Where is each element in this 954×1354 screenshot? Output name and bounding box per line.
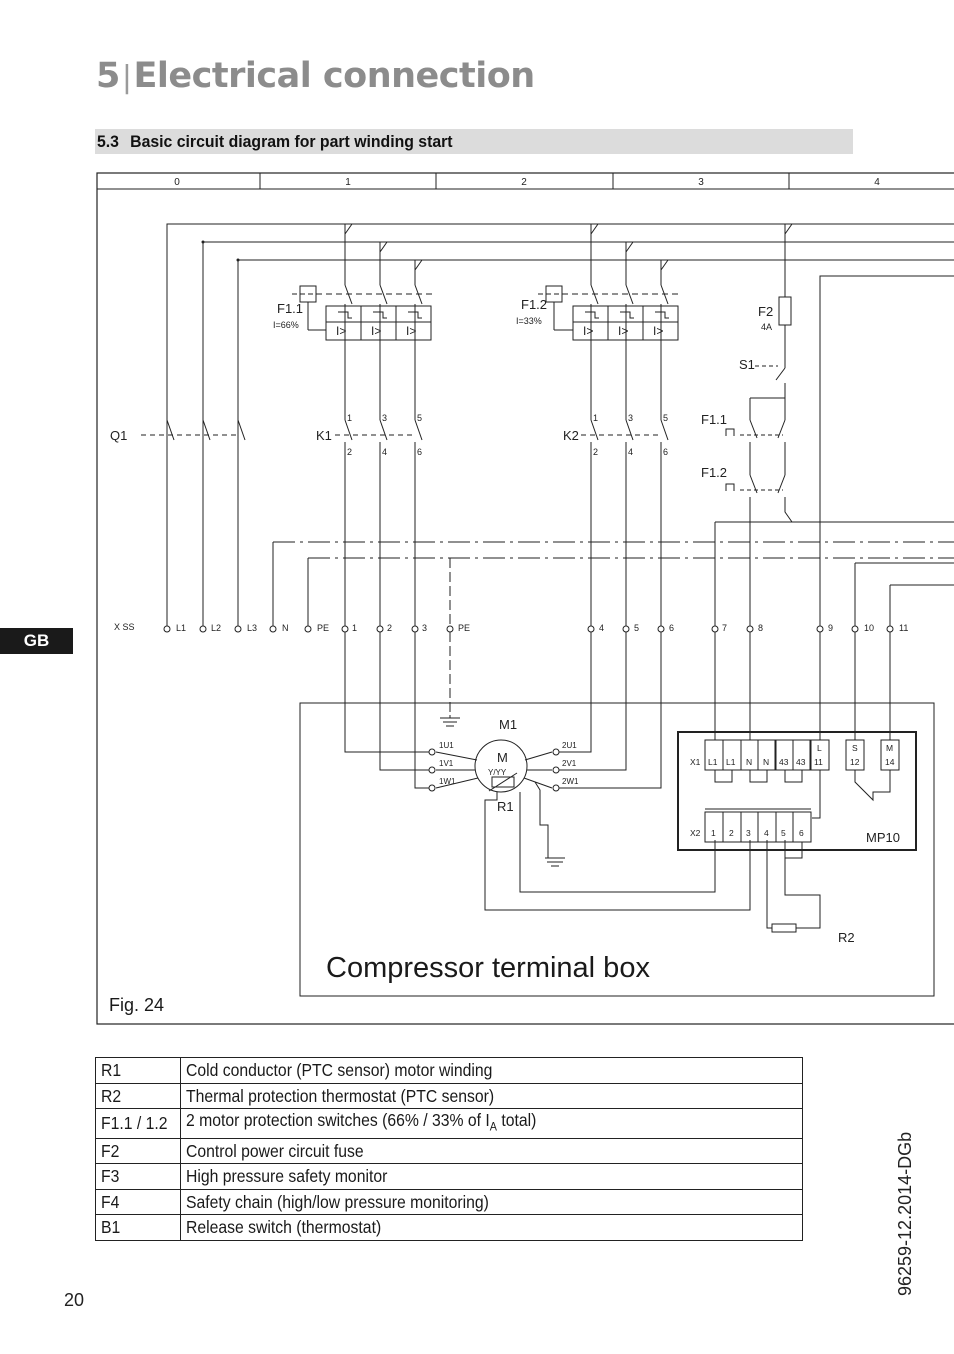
legend-desc: 2 motor protection switches (66% / 33% of $I_A$ total)	[181, 1109, 803, 1139]
mp10-x2-1: 1	[711, 828, 716, 838]
table-row	[96, 1109, 803, 1139]
k1-label: K1	[316, 428, 332, 443]
section-number: 5.3	[97, 132, 119, 151]
column-1: 1	[345, 177, 351, 188]
k1-contact-top-3: 3	[382, 413, 388, 423]
terminal-pe: PE	[317, 623, 330, 633]
mp10-x1-l1b: L1	[726, 757, 736, 767]
mp10-x1-43b: 43	[796, 757, 806, 767]
terminal-3: 3	[422, 623, 428, 633]
mp10-x2-label: X2	[690, 828, 701, 838]
chapter-separator: |	[121, 60, 132, 95]
f12-setting: I=33%	[516, 316, 542, 326]
chapter-title: Electrical connection	[133, 56, 535, 96]
legend-table	[95, 1057, 803, 1241]
k2-contact-top-5: 5	[663, 413, 669, 423]
mp10-x2-3: 3	[746, 828, 751, 838]
section-title: Basic circuit diagram for part winding start	[130, 132, 453, 151]
r2-label: R2	[838, 930, 855, 945]
terminal-l3: L3	[247, 623, 258, 633]
terminal-strip-label: X SS	[114, 622, 135, 632]
terminal-2: 2	[387, 623, 393, 633]
terminal-1: 1	[352, 623, 358, 633]
k2-contact-top-1: 1	[593, 413, 599, 423]
chapter-number: 5	[96, 56, 120, 96]
k2-label: K2	[563, 428, 579, 443]
f12-trip-2: I>	[618, 324, 629, 338]
mp10-x2-2: 2	[729, 828, 734, 838]
f11-label: F1.1	[277, 301, 304, 316]
column-3: 3	[698, 177, 704, 188]
k2-contact-bottom-4: 4	[628, 447, 634, 457]
k2-contact-top-3: 3	[628, 413, 634, 423]
f12-trip-1: I>	[583, 324, 594, 338]
terminal-11: 11	[899, 623, 909, 633]
terminal-l2: L2	[211, 623, 222, 633]
terminal-4: 4	[599, 623, 605, 633]
legend-code: F1.1 / 1.2	[96, 1109, 181, 1139]
k1-contact-bottom-4: 4	[382, 447, 388, 457]
legend-code: F4	[96, 1189, 181, 1215]
mp10-x2-4: 4	[764, 828, 769, 838]
legend-code: B1	[96, 1215, 181, 1241]
figure-label: Fig. 24	[109, 995, 165, 1015]
table-row	[96, 1215, 803, 1241]
terminal-pe-2: PE	[458, 623, 471, 633]
mp10-x1-na: N	[746, 757, 753, 767]
motor-connection: Y/YY	[488, 768, 507, 777]
f2-rating: 4A	[761, 322, 773, 332]
f12-label: F1.2	[521, 297, 548, 312]
table-row	[96, 1138, 803, 1164]
column-0: 0	[174, 177, 180, 188]
table-row	[96, 1164, 803, 1190]
r1-label: R1	[497, 799, 514, 814]
table-row	[96, 1083, 803, 1109]
language-tab: GB	[0, 628, 73, 654]
motor-2u1: 2U1	[562, 741, 577, 750]
f11-trip-2: I>	[371, 324, 382, 338]
k1-contact-top-1: 1	[347, 413, 353, 423]
s1-label: S1	[739, 357, 755, 372]
motor-name: M1	[499, 717, 518, 732]
legend-code: F3	[96, 1164, 181, 1190]
mp10-x2-5: 5	[781, 828, 786, 838]
mp10-x1-top-s: S	[852, 743, 858, 753]
aux-f12-label: F1.2	[701, 465, 728, 480]
terminal-7: 7	[722, 623, 728, 633]
mp10-x1-top-m: M	[886, 743, 894, 753]
mp10-x1-12: 12	[850, 757, 860, 767]
k2-contact-bottom-2: 2	[593, 447, 599, 457]
legend-code: R1	[96, 1058, 181, 1084]
q1-label: Q1	[110, 428, 128, 443]
column-4: 4	[874, 177, 880, 188]
mp10-x1-nb: N	[763, 757, 770, 767]
mp10-x2-6: 6	[799, 828, 804, 838]
legend-code: R2	[96, 1083, 181, 1109]
k1-contact-bottom-2: 2	[347, 447, 353, 457]
f12-trip-3: I>	[653, 324, 664, 338]
legend-desc: Release switch (thermostat)	[181, 1215, 803, 1241]
terminal-8: 8	[758, 623, 764, 633]
motor-1w1: 1W1	[439, 777, 456, 786]
mp10-x1-43a: 43	[779, 757, 789, 767]
mp10-x1-l1a: L1	[708, 757, 718, 767]
f2-label: F2	[758, 304, 774, 319]
mp10-x1-top-l: L	[817, 743, 822, 753]
legend-subscript: A	[489, 1119, 497, 1134]
legend-desc: Control power circuit fuse	[181, 1138, 803, 1164]
k1-contact-bottom-6: 6	[417, 447, 423, 457]
legend-desc: High pressure safety monitor	[181, 1164, 803, 1190]
terminal-6: 6	[669, 623, 675, 633]
mp10-x1-11: 11	[814, 757, 823, 767]
page-number: 20	[64, 1290, 85, 1310]
k2-contact-bottom-6: 6	[663, 447, 669, 457]
terminal-5: 5	[634, 623, 640, 633]
column-2: 2	[521, 177, 527, 188]
f11-trip-1: I>	[336, 324, 347, 338]
f11-setting: I=66%	[273, 320, 299, 330]
terminal-box-label: Compressor terminal box	[326, 952, 650, 984]
mp10-x1-label: X1	[690, 757, 701, 767]
legend-code: F2	[96, 1138, 181, 1164]
motor-2v1: 2V1	[562, 759, 577, 768]
legend-desc: Thermal protection thermostat (PTC sensor)	[181, 1083, 803, 1109]
aux-f11-label: F1.1	[701, 412, 728, 427]
motor-1v1: 1V1	[439, 759, 454, 768]
legend-desc: Safety chain (high/low pressure monitoring)	[181, 1189, 803, 1215]
motor-1u1: 1U1	[439, 741, 454, 750]
terminal-10: 10	[864, 623, 875, 633]
motor-2w1: 2W1	[562, 777, 579, 786]
mp10-x1-14: 14	[885, 757, 895, 767]
table-row	[96, 1058, 803, 1084]
motor-symbol: M	[497, 750, 508, 765]
mp10-label: MP10	[866, 830, 900, 845]
terminal-n: N	[282, 623, 289, 633]
f11-trip-3: I>	[406, 324, 417, 338]
table-row	[96, 1189, 803, 1215]
terminal-9: 9	[828, 623, 834, 633]
terminal-l1: L1	[176, 623, 187, 633]
k1-contact-top-5: 5	[417, 413, 423, 423]
document-number: 96259-12.2014-DGb	[895, 1131, 915, 1296]
legend-desc: Cold conductor (PTC sensor) motor winding	[181, 1058, 803, 1084]
